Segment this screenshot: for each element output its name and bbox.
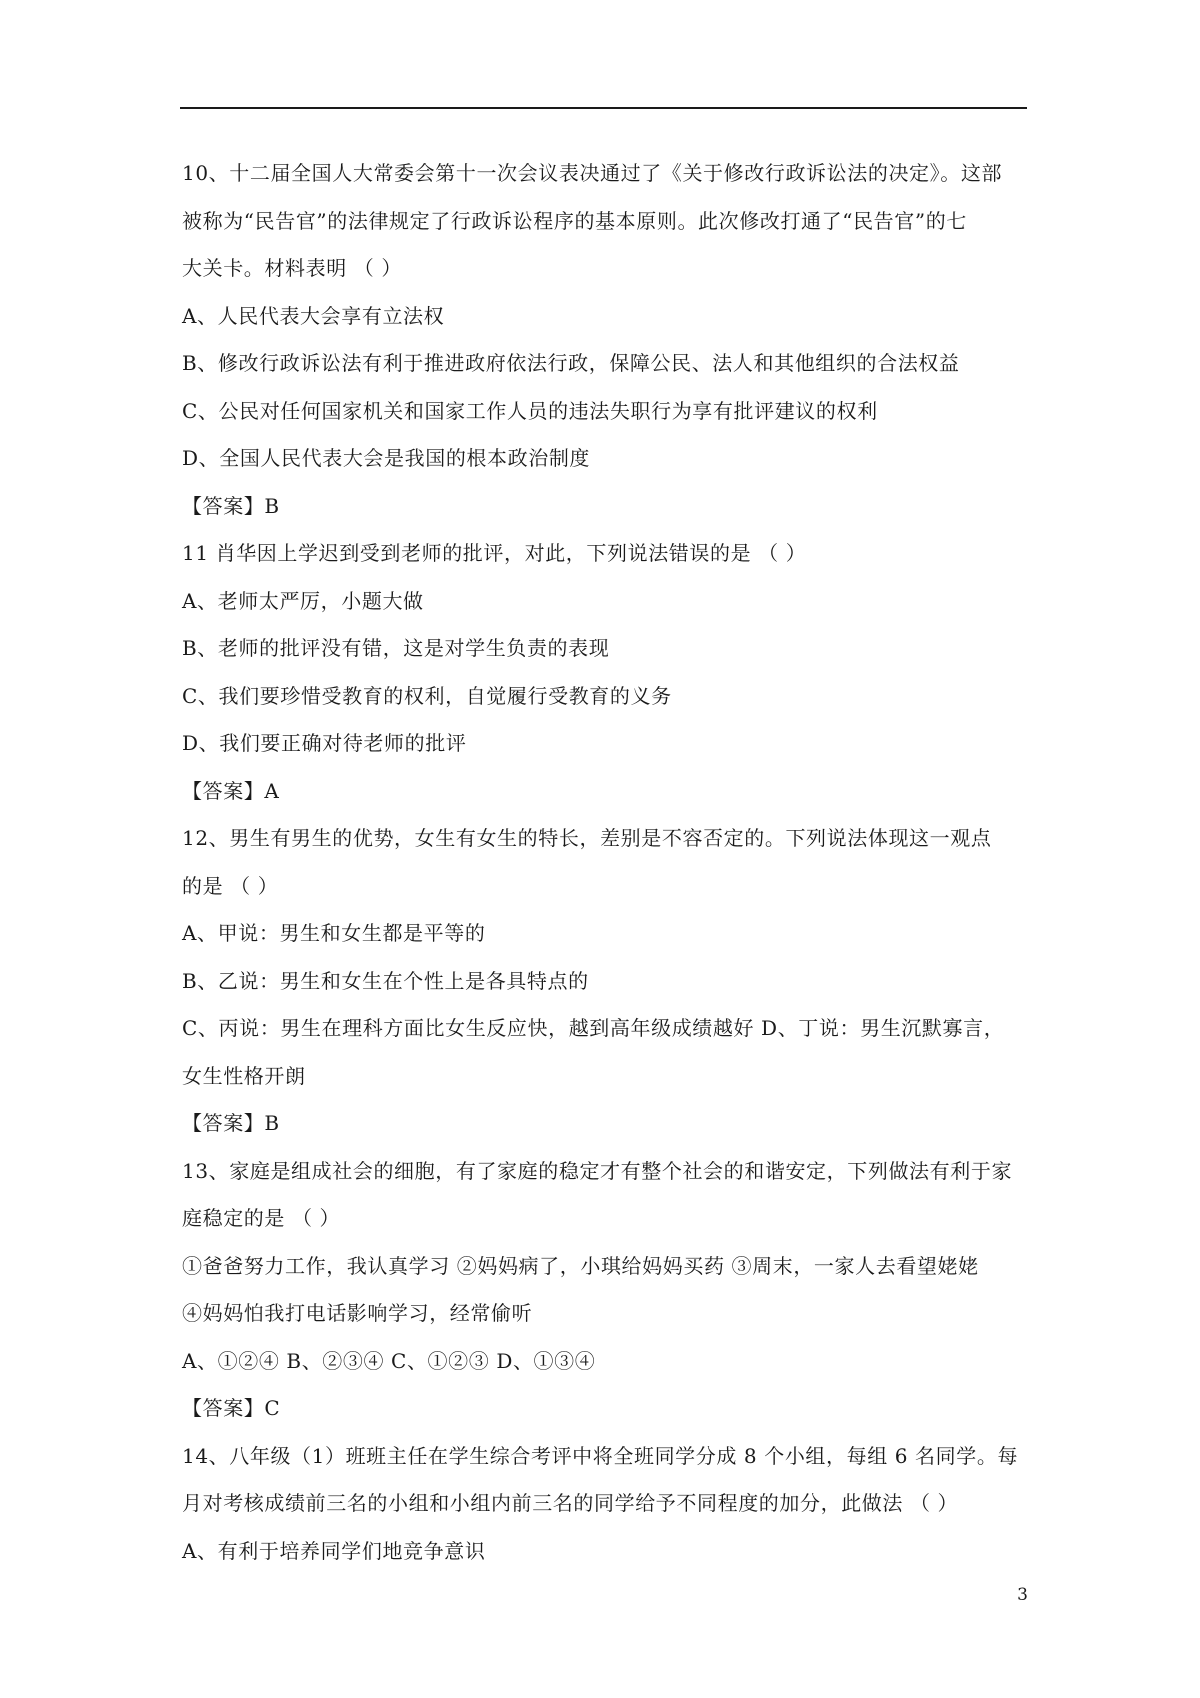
question-10-answer: 【答案】B: [182, 493, 280, 518]
question-14: [182, 1433, 1027, 1576]
question-10-line-3: 大关卡。材料表明 （ ）: [182, 256, 402, 280]
question-13-answer: 【答案】C: [182, 1396, 281, 1420]
question-10-option-c: C、公民对任何国家机关和国家工作人员的违法失职行为享有批评建议的权利: [182, 398, 878, 423]
question-12-option-d-cont: 女生性格开朗: [182, 1063, 306, 1088]
question-13: [182, 1148, 1027, 1433]
question-13-line-2: 庭稳定的是 （ ）: [182, 1206, 341, 1230]
question-13-statements-2: ④妈妈怕我打电话影响学习，经常偷听: [182, 1301, 533, 1325]
question-11-answer: 【答案】A: [182, 778, 280, 803]
question-10-option-b: B、修改行政诉讼法有利于推进政府依法行政，保障公民、法人和其他组织的合法权益: [182, 351, 960, 375]
question-11: [182, 530, 1027, 815]
question-10-line-2: 被称为“民告官”的法律规定了行政诉讼程序的基本原则。此次修改打通了“民告官”的七: [182, 208, 967, 233]
page-body: [182, 150, 1027, 1575]
question-12-option-b: B、乙说：男生和女生在个性上是各具特点的: [182, 968, 589, 993]
question-10: [182, 150, 1027, 530]
question-12-option-a: A、甲说：男生和女生都是平等的: [182, 921, 486, 945]
header-rule: [180, 107, 1027, 109]
question-12-line-1: 12、男生有男生的优势，女生有女生的特长，差别是不容否定的。下列说法体现这一观点: [182, 826, 992, 850]
question-14-option-a: A、有利于培养同学们地竞争意识: [182, 1538, 486, 1563]
question-12-option-c-d: C、丙说：男生在理科方面比女生反应快，越到高年级成绩越好 D、丁说：男生沉默寡言，: [182, 1016, 1005, 1040]
question-13-choices: A、①②④ B、②③④ C、①②③ D、①③④: [182, 1348, 596, 1373]
question-10-option-d: D、全国人民代表大会是我国的根本政治制度: [182, 446, 591, 470]
question-12: [182, 815, 1027, 1148]
question-11-option-c: C、我们要珍惜受教育的权利，自觉履行受教育的义务: [182, 683, 672, 708]
question-10-option-a: A、人民代表大会享有立法权: [182, 303, 445, 328]
question-10-line-1: 10、十二届全国人大常委会第十一次会议表决通过了《关于修改行政诉讼法的决定》。这部: [182, 161, 1003, 185]
question-11-line-1: 11 肖华因上学迟到受到老师的批评，对此，下列说法错误的是 （ ）: [182, 541, 807, 565]
page-number: 3: [1017, 1585, 1028, 1605]
question-13-statements-1: ①爸爸努力工作，我认真学习 ②妈妈病了，小琪给妈妈买药 ③周末，一家人去看望姥姥: [182, 1253, 979, 1278]
question-11-option-b: B、老师的批评没有错，这是对学生负责的表现: [182, 636, 610, 660]
question-14-line-1: 14、八年级（1）班班主任在学生综合考评中将全班同学分成 8 个小组，每组 6 名同学。每: [182, 1443, 1019, 1468]
question-12-answer: 【答案】B: [182, 1111, 280, 1135]
question-14-line-2: 月对考核成绩前三名的小组和小组内前三名的同学给予不同程度的加分，此做法 （ ）: [182, 1491, 959, 1515]
question-11-option-a: A、老师太严厉，小题大做: [182, 588, 424, 613]
question-11-option-d: D、我们要正确对待老师的批评: [182, 731, 467, 755]
question-13-line-1: 13、家庭是组成社会的细胞，有了家庭的稳定才有整个社会的和谐安定，下列做法有利于家: [182, 1158, 1013, 1183]
question-12-line-2: 的是 （ ）: [182, 873, 279, 898]
